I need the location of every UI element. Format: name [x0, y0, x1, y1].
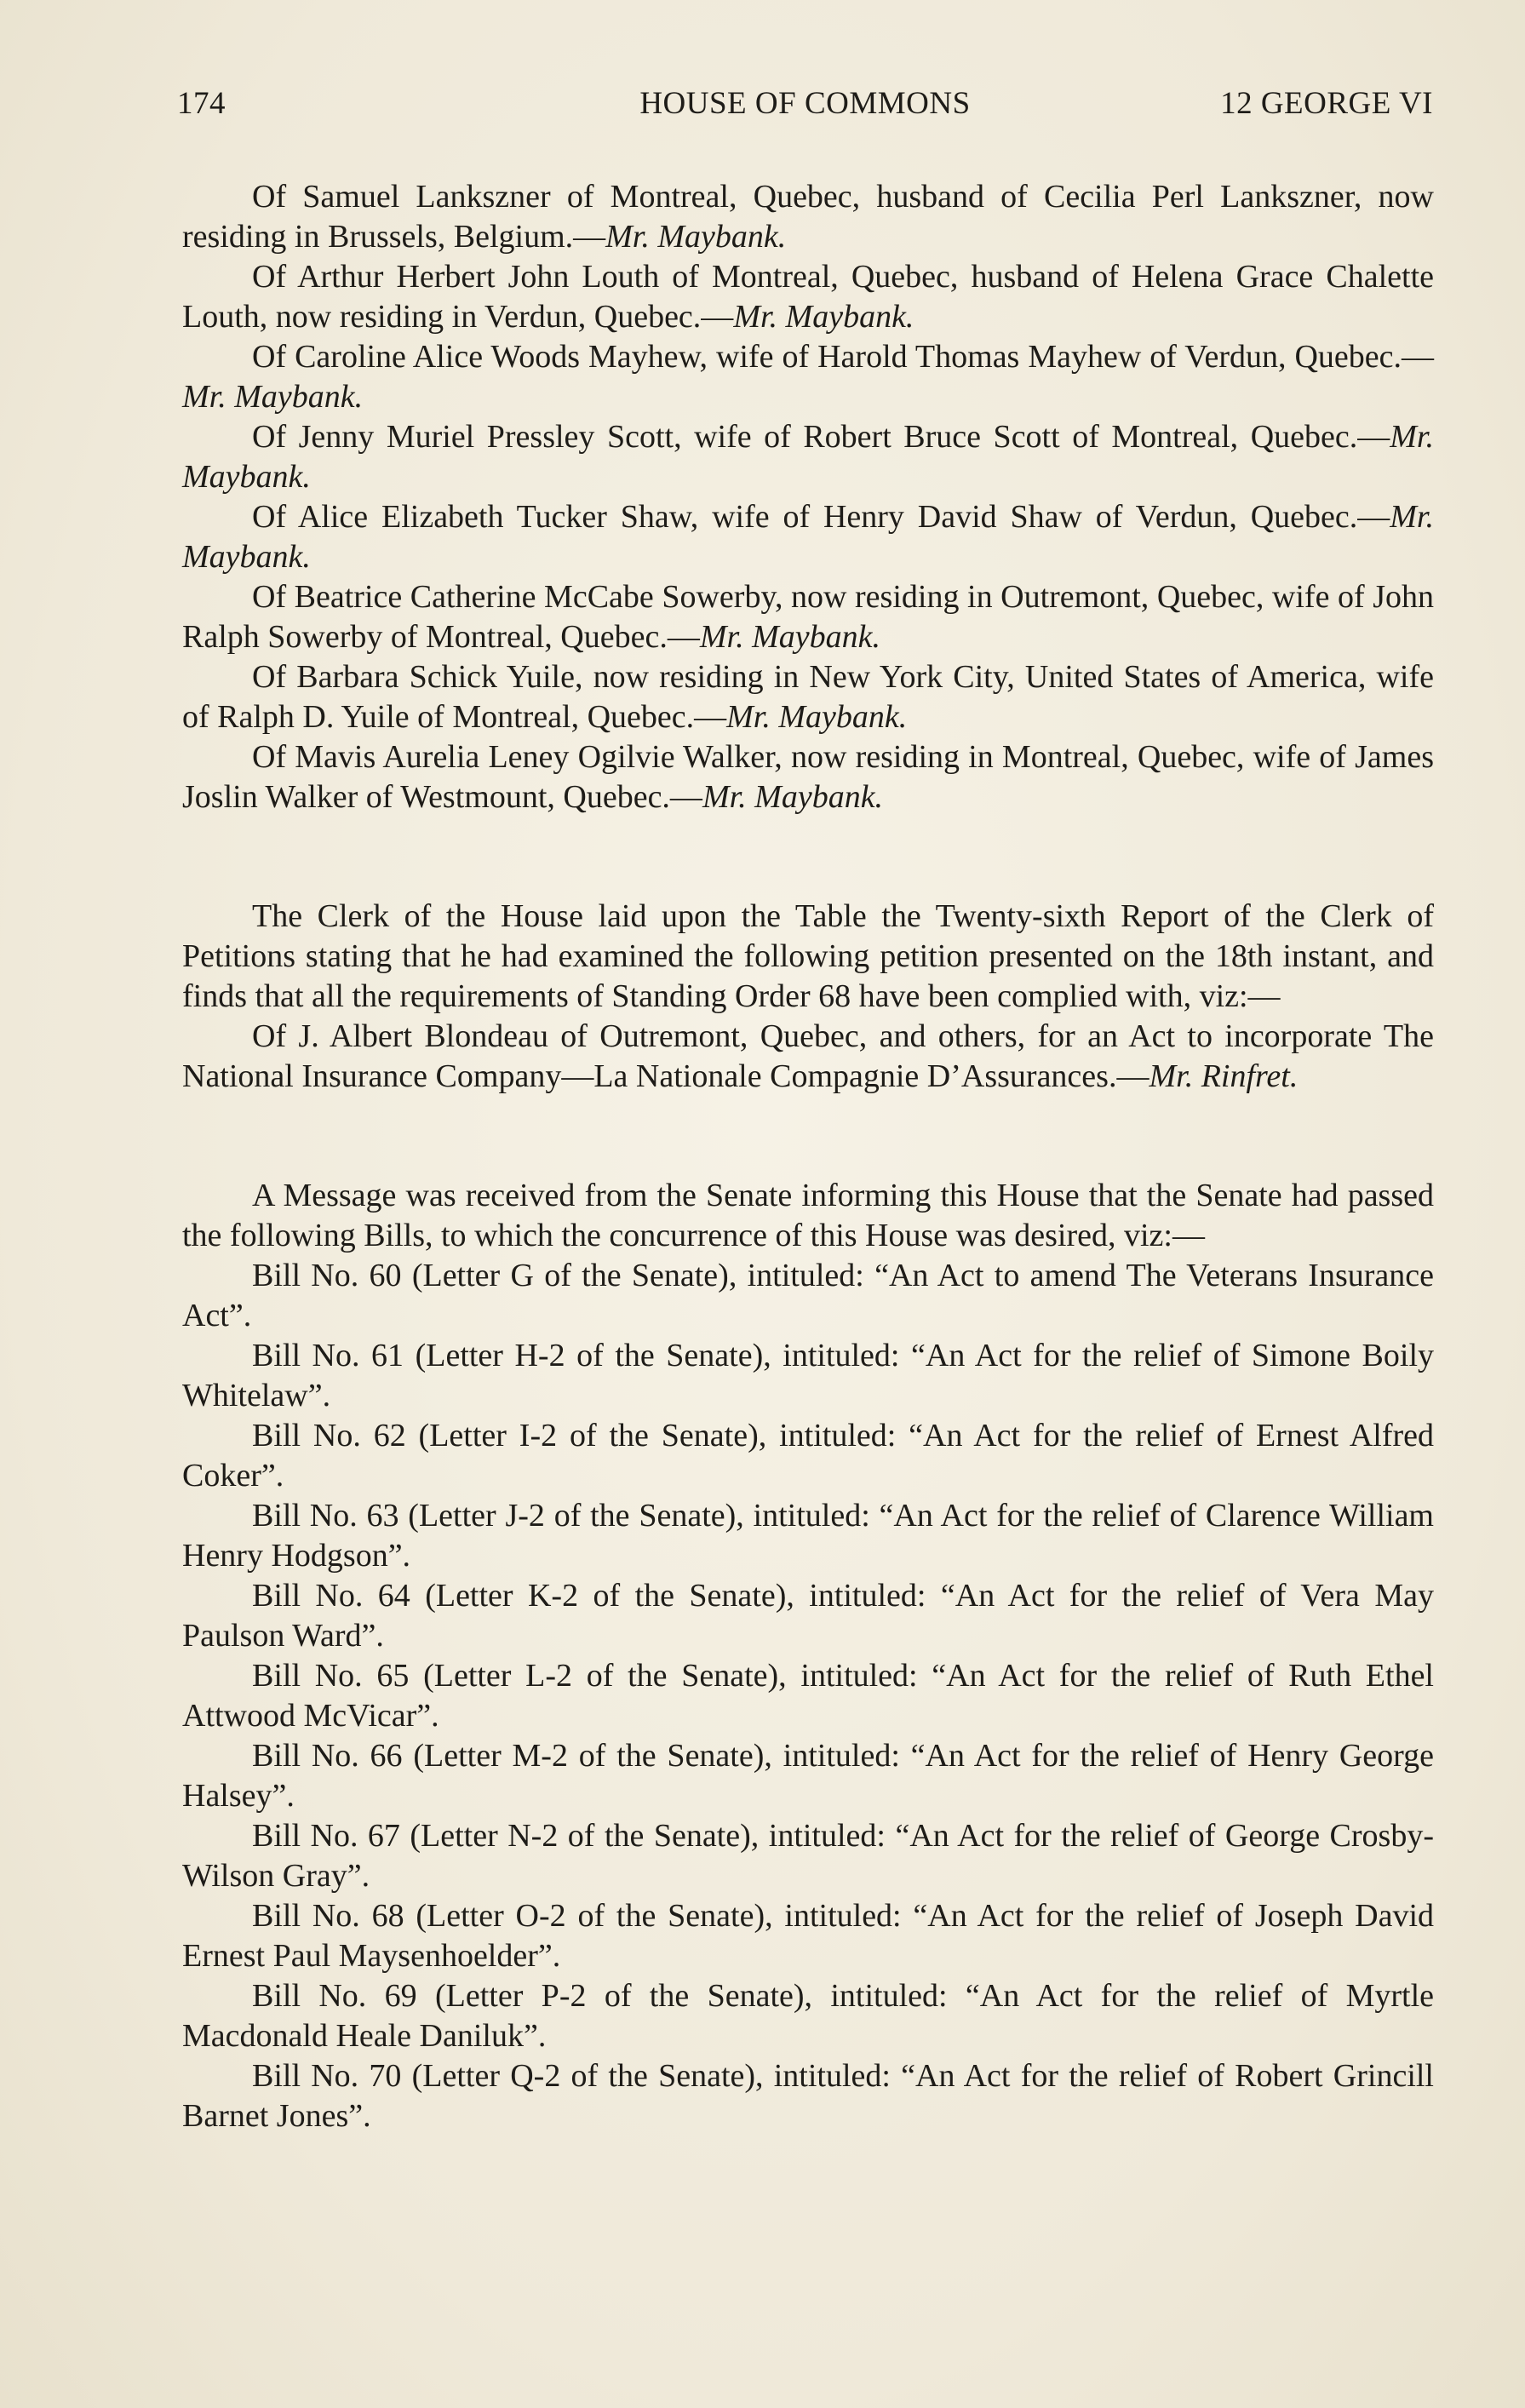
bill-entry: Bill No. 60 (Letter G of the Senate), intituled: “An Act to amend The Veterans Insurance Act”.: [182, 1258, 1434, 1333]
petition-member: Mr. Maybank.: [182, 499, 1434, 575]
bill-entry: Bill No. 64 (Letter K-2 of the Senate), intituled: “An Act for the relief of Vera May Paulson Ward”.: [182, 1578, 1434, 1654]
petition-member: Mr. Maybank.: [182, 379, 364, 415]
clerk-report-intro: The Clerk of the House laid upon the Table the Twenty-sixth Report of the Clerk of Petitions stating that he had examined the following petition presented on the 18th instant, and finds that all the requirements of Standing Order 68 have been complied with, viz:—: [182, 898, 1434, 1014]
clerk-report-section: [182, 897, 1434, 1097]
page-number: 174: [177, 86, 226, 121]
bill-entry: Bill No. 68 (Letter O-2 of the Senate), intituled: “An Act for the relief of Joseph David Ernest Paul Maysenhoelder”.: [182, 1898, 1434, 1974]
bill-entry: Bill No. 62 (Letter I-2 of the Senate), intituled: “An Act for the relief of Ernest Alfred Coker”.: [182, 1418, 1434, 1494]
petition-entry: [182, 257, 1434, 337]
petition-text: Of Alice Elizabeth Tucker Shaw, wife of Henry David Shaw of Verdun, Quebec.—: [252, 499, 1390, 535]
petition-member: Mr. Rinfret.: [1149, 1058, 1299, 1094]
petitions-section: [182, 177, 1434, 817]
petition-member: Mr. Maybank.: [733, 299, 914, 335]
petition-text: Of Samuel Lankszner of Montreal, Quebec, husband of Cecilia Perl Lankszner, now residing in Brussels, Belgium.—: [182, 179, 1434, 255]
section-spacer: [182, 1097, 1434, 1176]
reign-label: 12 GEORGE VI: [1220, 86, 1433, 121]
petition-entry: [182, 177, 1434, 257]
section-spacer: [182, 817, 1434, 897]
petition-member: Mr. Maybank.: [699, 619, 880, 655]
petition-member: Mr. Maybank.: [182, 419, 1434, 495]
petition-entry: [182, 657, 1434, 737]
bill-entry: Bill No. 70 (Letter Q-2 of the Senate), intituled: “An Act for the relief of Robert Grincill Barnet Jones”.: [182, 2058, 1434, 2134]
petition-member: Mr. Maybank.: [605, 219, 787, 255]
bill-entry: Bill No. 69 (Letter P-2 of the Senate), intituled: “An Act for the relief of Myrtle Macdonald Heale Daniluk”.: [182, 1978, 1434, 2054]
petition-entry: [182, 577, 1434, 657]
petition-text: Of Mavis Aurelia Leney Ogilvie Walker, now residing in Montreal, Quebec, wife of James Joslin Walker of Westmount, Quebec.—: [182, 739, 1434, 815]
petition-entry: [182, 337, 1434, 417]
bill-entry: Bill No. 65 (Letter L-2 of the Senate), intituled: “An Act for the relief of Ruth Ethel Attwood McVicar”.: [182, 1658, 1434, 1734]
petition-entry: [182, 737, 1434, 817]
petition-text: Of J. Albert Blondeau of Outremont, Quebec, and others, for an Act to incorporate The National Insurance Company—La Nationale Compagnie D’Assurances.—: [182, 1018, 1434, 1094]
petition-text: Of Barbara Schick Yuile, now residing in New York City, United States of America, wife of Ralph D. Yuile of Montreal, Quebec.—: [182, 659, 1434, 735]
petition-text: Of Beatrice Catherine McCabe Sowerby, now residing in Outremont, Quebec, wife of John Ralph Sowerby of Montreal, Quebec.—: [182, 579, 1434, 655]
petition-entry: [182, 1017, 1434, 1097]
petition-member: Mr. Maybank.: [702, 779, 884, 815]
senate-message-intro: A Message was received from the Senate informing this House that the Senate had passed the following Bills, to which the concurrence of this House was desired, viz:—: [182, 1178, 1434, 1253]
running-title: HOUSE OF COMMONS: [639, 86, 971, 121]
petition-text: Of Caroline Alice Woods Mayhew, wife of Harold Thomas Mayhew of Verdun, Quebec.—: [252, 339, 1434, 375]
petition-text: Of Arthur Herbert John Louth of Montreal, Quebec, husband of Helena Grace Chalette Louth, now residing in Verdun, Quebec.—: [182, 259, 1434, 335]
page-header: [177, 85, 1433, 136]
bill-entry: Bill No. 61 (Letter H-2 of the Senate), intituled: “An Act for the relief of Simone Boily Whitelaw”.: [182, 1338, 1434, 1413]
senate-message-section: [182, 1176, 1434, 2136]
bill-entry: Bill No. 66 (Letter M-2 of the Senate), intituled: “An Act for the relief of Henry George Halsey”.: [182, 1738, 1434, 1814]
petition-entry: [182, 497, 1434, 577]
bill-entry: Bill No. 63 (Letter J-2 of the Senate), intituled: “An Act for the relief of Clarence William Henry Hodgson”.: [182, 1498, 1434, 1574]
petition-member: Mr. Maybank.: [726, 699, 908, 735]
petition-text: Of Jenny Muriel Pressley Scott, wife of Robert Bruce Scott of Montreal, Quebec.—: [252, 419, 1390, 455]
bill-entry: Bill No. 67 (Letter N-2 of the Senate), intituled: “An Act for the relief of George Crosby-Wilson Gray”.: [182, 1818, 1434, 1894]
page-body: [182, 177, 1434, 2136]
petition-entry: [182, 417, 1434, 497]
